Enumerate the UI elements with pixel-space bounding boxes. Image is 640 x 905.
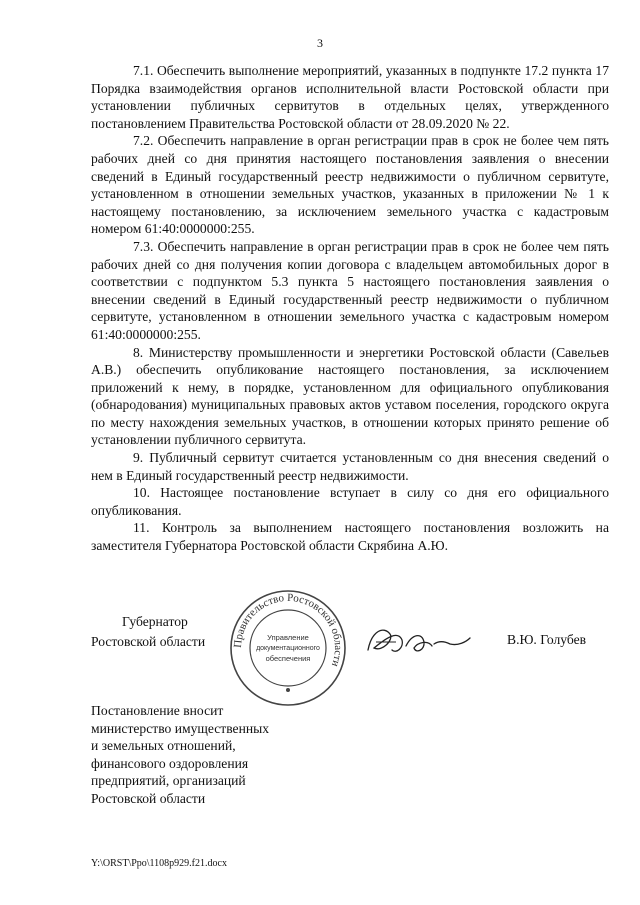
signatory-title-line1: Губернатор (122, 614, 188, 629)
document-body (91, 62, 609, 555)
handwritten-signature (362, 620, 492, 664)
signatory-name: В.Ю. Голубев (507, 632, 587, 647)
paragraph-7-1: 7.1. Обеспечить выполнение мероприятий, указанных в подпункте 17.2 пункта 17 Порядка взаимодействия органов исполнительной власти Ростовской области при установлении публичных сервитутов в отдельных целях, утвержденного постановлением Правительства Ростовской области от 28.09.2020 № 22. (91, 63, 609, 131)
paragraph-7-2: 7.2. Обеспечить направление в орган регистрации прав в срок не более чем пять рабочих дней со дня принятия настоящего постановления заявления о внесении сведений в Единый государственный реестр недвижимости о публичном сервитуте, установленном в отношении земельных участков, указанных в приложении № 1 к настоящему постановлению, за исключением земельного участка с кадастровым номером 61:40:0000000:255. (91, 133, 609, 237)
paragraph-9: 9. Публичный сервитут считается установленным со дня внесения сведений о нем в Единый государственный реестр недвижимости. (91, 450, 609, 483)
stamp-dot-icon (286, 688, 290, 692)
note-line: предприятий, организаций (91, 773, 246, 789)
stamp-line1: Управление (267, 633, 309, 642)
note-line: и земельных отношений, (91, 738, 236, 754)
stamp-line3: обеспечения (265, 654, 311, 663)
page-number: 3 (317, 36, 323, 50)
paragraph-8: 8. Министерству промышленности и энергетики Ростовской области (Савельев А.В.) обеспечить опубликование настоящего постановления, за исключением приложений к нему, в порядке, установленном для официального опубликования (обнародования) муниципальных правовых актов уставом поселения, городского округа по месту нахождения земельных участков, в отношении которых принято решение об установлении публичного сервитута. (91, 344, 609, 448)
signatory-title (91, 612, 205, 652)
paragraph-7-3: 7.3. Обеспечить направление в орган регистрации прав в срок не более чем пять рабочих дней со дня получения копии договора с владельцем автомобильных дорог в соответствии с подпунктом 5.3 пункта 5 настоящего постановления заявления о внесении сведений в Единый государственный реестр недвижимости о публичном сервитуте, установленном в отношении земельного участка с кадастровым номером 61:40:0000000:255. (91, 238, 609, 342)
stamp-line2: документационного (256, 645, 320, 652)
note-line: Постановление вносит (91, 703, 224, 718)
submission-note (91, 702, 269, 808)
note-line: министерство имущественных (91, 720, 270, 736)
note-line: Ростовской области (91, 790, 206, 806)
signatory-title-line2: Ростовской области (91, 634, 206, 649)
paragraph-11: 11. Контроль за выполнением настоящего постановления возложить на заместителя Губернатора Ростовской области Скрябина А.Ю. (91, 520, 609, 554)
paragraph-10: 10. Настоящее постановление вступает в силу со дня его официального опубликования. (91, 485, 609, 518)
official-stamp-seal (228, 588, 348, 708)
note-line: финансового оздоровления (91, 755, 249, 771)
stamp-ring-text: Правительство Ростовской области (231, 591, 345, 669)
file-path-footer: Y:\ORST\Ppo\1108p929.f21.docx (91, 858, 227, 869)
